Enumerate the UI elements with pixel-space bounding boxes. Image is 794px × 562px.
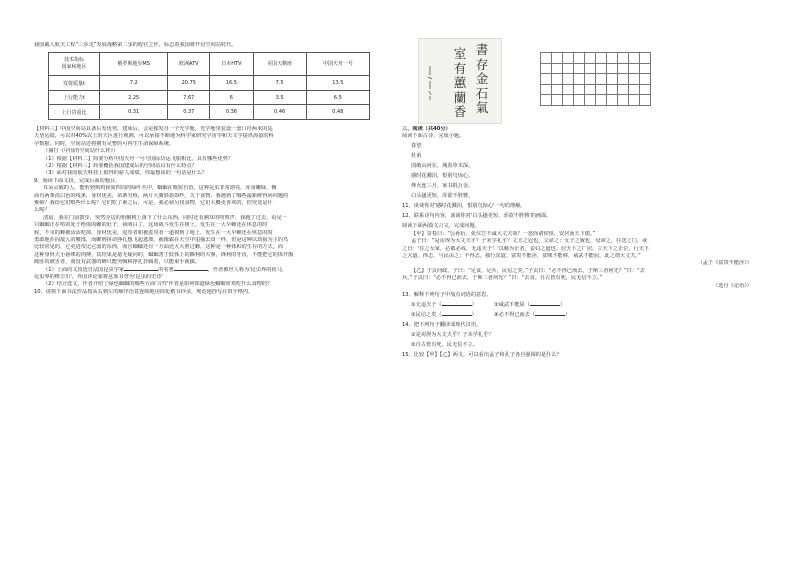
table-cell: 0.46 [253,105,306,120]
answer-blank[interactable] [535,315,565,316]
intro-text: 我国載人航天工程“三步走”发展战略第二步的收官之作，标志着我国将开启空间站时代。 [34,42,237,48]
material3-source: （摘自《中国的空间站什么样》） [43,148,119,155]
calligraphy-char: 氣 [475,100,489,115]
book-blank[interactable] [174,270,208,271]
header-country-label: 国家和地区 [61,64,87,71]
left-column [34,0,390,296]
q13-item: ②威武不能屈 [494,302,525,309]
answer-blank[interactable] [442,305,472,306]
jia-line: 孟子曰：“是焉得为大丈夫乎？子未学礼乎？丈夫之冠也，父命之；女子之嫁也，母命之，往送之门，戒 [411,238,648,245]
passage-line: 只蝈蝈正在啃着处于绝境的蝉的肚子，我明白了，这场战斗发生在树上，发生在一大早蝉还在休息的时 [34,222,268,229]
question-13-row-2: ③民信之矣（ ） ④必不得已而去（ ） [411,312,571,319]
table-cell: 16.5 [210,76,253,91]
table-cell: 20.75 [168,76,210,91]
question-8-2: （2）根据【材料三】简要概括我国建成后的空间站具有什么特点？ [43,162,197,169]
calligraphy-artwork [418,38,502,124]
material3-line: 学数据。同时，空间站还将拥有完整的可再生生命保障系统。 [34,140,175,147]
passage-line: 耳朵灵敏的人，能听到狗鸡我如四周的绿叶丛中，蝈蝈在歌宿自语。这种昆虫非常漂亮，浑身嫩绿，侧 [43,185,277,192]
table-cell: 13.5 [306,76,369,91]
q14-item: ①是焉得为大丈夫乎？子未学礼乎？ [411,332,494,339]
column-header: 俄罗斯地步MS [100,53,168,76]
jia-line: 【甲】景春曰：“公孙衍、张仪岂不诚大丈夫哉？一怒而诸侯惧，安居而天下熄。” [411,230,596,237]
question-13: 13、解释下列句子中加点词语的意思。 [402,292,492,299]
table-cell: 6.5 [306,90,369,105]
poem-author: 杜甫 [411,152,422,159]
yi-line: 兵。”子贡曰：“必不得已而去，于斯二者何先？”曰：“去食。自古皆有死，民无信不立。” [402,275,603,282]
jia-source: （孟子《富贵不能淫》） [697,260,752,267]
answer-blank[interactable] [442,315,472,316]
passage-line: 这种身材大小悬殊的肉搏，其结果是毫无疑问的，蝈蝈善于肢体上的撕利的大颚，锋利的牙齿，不能把它的体开腹 [34,251,294,258]
question-11: 11、谈谈你对'感时花溅泪，恨别鸟惊心'一句的理解。 [402,202,526,209]
poem-line: 白头搔更短，浑欲不胜簪。 [411,192,474,199]
right-column [402,126,772,360]
column-header: 美国天鹅座 [253,53,306,76]
table-cell: 2.25 [100,90,168,105]
question-9-1-cont: 昆虫界的维吉尔'，外国评论家将这部书誉为'昆虫的史诗' [34,274,163,281]
table-row [49,90,370,105]
classical-intro: 阅读下面两篇文言文，完成问题。 [402,222,480,229]
calligraphy-char: 書 [475,42,489,57]
calligraphy-char: 香 [453,104,467,119]
question-9-1 [34,267,390,274]
calligraphy-char: 有 [453,60,467,76]
question-9: 9、阅读下面文段，完成后面的题目。 [34,177,121,184]
q13-item: ④必不得已而去 [494,312,530,319]
table-cell: 0.31 [100,105,168,120]
q13-item: ①无违夫子 [411,302,437,309]
table-corner-cell [49,53,100,76]
table-cell: 0.37 [168,105,210,120]
jia-line: 之大道。得志，与民由之；不得志，独行其道。富贵不能淫，贫贱不能移，威武不能屈，此之谓大丈夫。” [402,253,641,260]
calligraphy-column-right [475,43,489,116]
table-cell: 6 [210,90,253,105]
question-9-2: （2）结合选文，作者介绍了绿色蝈蝈的哪些方面'习性'作者是如何知道绿色蝈蝈喜欢吃什么食物的？ [43,281,273,288]
calligraphy-char: 蕙 [453,75,467,90]
table-header-row [49,53,370,76]
passage-line: 候，不幸的蝉被活活吃掉，身材优美，进攻者和被进攻者一道掉到了地上，发生在一大早蝉还在休息的时 [34,229,273,236]
table-row [49,76,370,91]
column-header: 欧洲ATV [168,53,210,76]
table-cell: 7.67 [168,90,210,105]
question-12: 12、联系诗句内容，谈谈你对'白头搔更短，浑欲不胜簪'的画面。 [402,212,552,219]
passage-line: 比较常见的，它更进攻比它弱的东西，而且蝈蝈还有一方面还大大胜过蝉，这种是一种体积的生存的方式，而 [34,244,284,251]
poem-line: 国破山河在，城春草木深。 [411,162,474,169]
passage-line: 么呢？ [34,207,50,214]
signature-seal-icon [427,65,433,101]
author-blank[interactable] [124,270,158,271]
table-cell: 0.36 [210,105,253,120]
table-cell: 7.2 [100,76,168,91]
passage-line: 面有两条淡白色的线条，身材优美，苗条匀称，两片大翼轻盈如纱。关于食物，我遇到了哪些最新鲜得问问题的 [34,192,289,199]
calligraphy-column-mid [453,47,467,120]
answer-blank[interactable] [530,305,560,306]
yi-line: 【乙】子贡问政。子曰：“足食，足兵，民信之矣。”子贡曰：“必不得已而去，于斯三者何先？”曰：“去 [411,267,645,274]
question-15: 15、比较【甲】【乙】两文，可以看出孟子和孔子各自强调的是什么？ [402,352,562,359]
table-cell: 7.5 [253,76,306,91]
row-label: 发射质量t [49,76,100,91]
poem-line: 感时花溅泪，恨别鸟惊心。 [411,172,474,179]
table-cell: 0.48 [306,105,369,120]
yi-source: （选自《论语》） [713,282,752,289]
passage-line: 难顿？我给它们喂些什么呢？它们吃了素之后，可是，我必须另找食物，它们大概更喜欢的，但究竟是什 [34,199,273,206]
question-8-3: （3）面对我国航天科技上取得的骄人成绩，你最想说的一句话是什么？ [43,170,208,177]
question-8-1: （1）根据【材料二】简要分析中国天舟一号与国际货运飞船相比，具有哪些优势？ [43,155,234,162]
calligraphy-char: 石 [475,85,489,101]
q9-1-text-b: 的名著 [158,266,174,273]
q14-item: ②自古皆有死，民无信不立。 [411,342,478,349]
spacecraft-table [48,52,370,120]
poem-intro: 阅读下面古诗，完成小题。 [402,133,465,140]
passage-line: 勇敢地扑向敌人的腰部，而蝉则拼命挣扎想飞起逃离，就像霸在天空中追捕去食一样，但是这种以劫掠为主的鸟 [34,237,289,243]
table-row [49,105,370,120]
table-cell: 3.5 [253,90,306,105]
q9-1-text-a: （1）上面的文段选自法国昆虫学家 [43,266,125,273]
material3-line: 天望远镜，可以对40%以上的天区进行观测，可以承接不断地为科学家研究宇宙学和天文学提供海量的科 [34,133,274,140]
calligraphy-char: 室 [453,46,467,61]
q9-1-text-c: ，作者被世人称为'昆虫界的荷马， [207,266,287,273]
row-label: 上行能力t [49,90,100,105]
calligraphy-char: 金 [475,71,489,86]
jia-line: 之曰：‘往之女家，必敬必戒，无违夫子！’以顺为正者，妾妇之道也。居天下之广居，立天下之正位，行天下 [402,245,650,252]
tianzige-grid[interactable] [540,52,651,106]
section-3-heading: 三、阅读（共40分） [402,126,451,132]
row-label: 上行货重比 [49,105,100,120]
q13-item: ③民信之矣 [411,312,437,319]
column-header: 中国天舟一号 [306,53,369,76]
passage-line: 清晨，我在门前散步，突然旁边的梧桐树上落下了什么东西，同时还有刺耳的吱吱声，我跑了过去，看见一 [43,214,287,221]
poem-line: 烽火连三月，家书抵万金。 [411,182,474,189]
material3-line: 【材料三】中国空间站具备后发优势，建成后，会是独发自一个光学舱，光学舱里装设一套口径两米的巡 [34,125,273,132]
column-header: 日本HTV [210,53,253,76]
question-13-row-1: ①无违夫子（ ） ②威武不能屈（ ） [411,302,566,309]
header-tech-label: 技术指标 [63,57,84,64]
question-14: 14、把下列句子翻译成现代汉语。 [402,322,482,329]
question-10: 10、请将下面书法作品按从右到左的顺序语意连续地用简化楷书抄录，规范地抄写在田字格内。 [34,288,254,295]
passage-line: 破肚的被害者，而没有武器的蝉只能哭喊和挣扎扑腾着，只能束手就擒。 [34,259,201,266]
calligraphy-char: 存 [475,56,489,72]
calligraphy-char: 蘭 [453,89,467,105]
poem-title: 春望 [411,142,422,149]
